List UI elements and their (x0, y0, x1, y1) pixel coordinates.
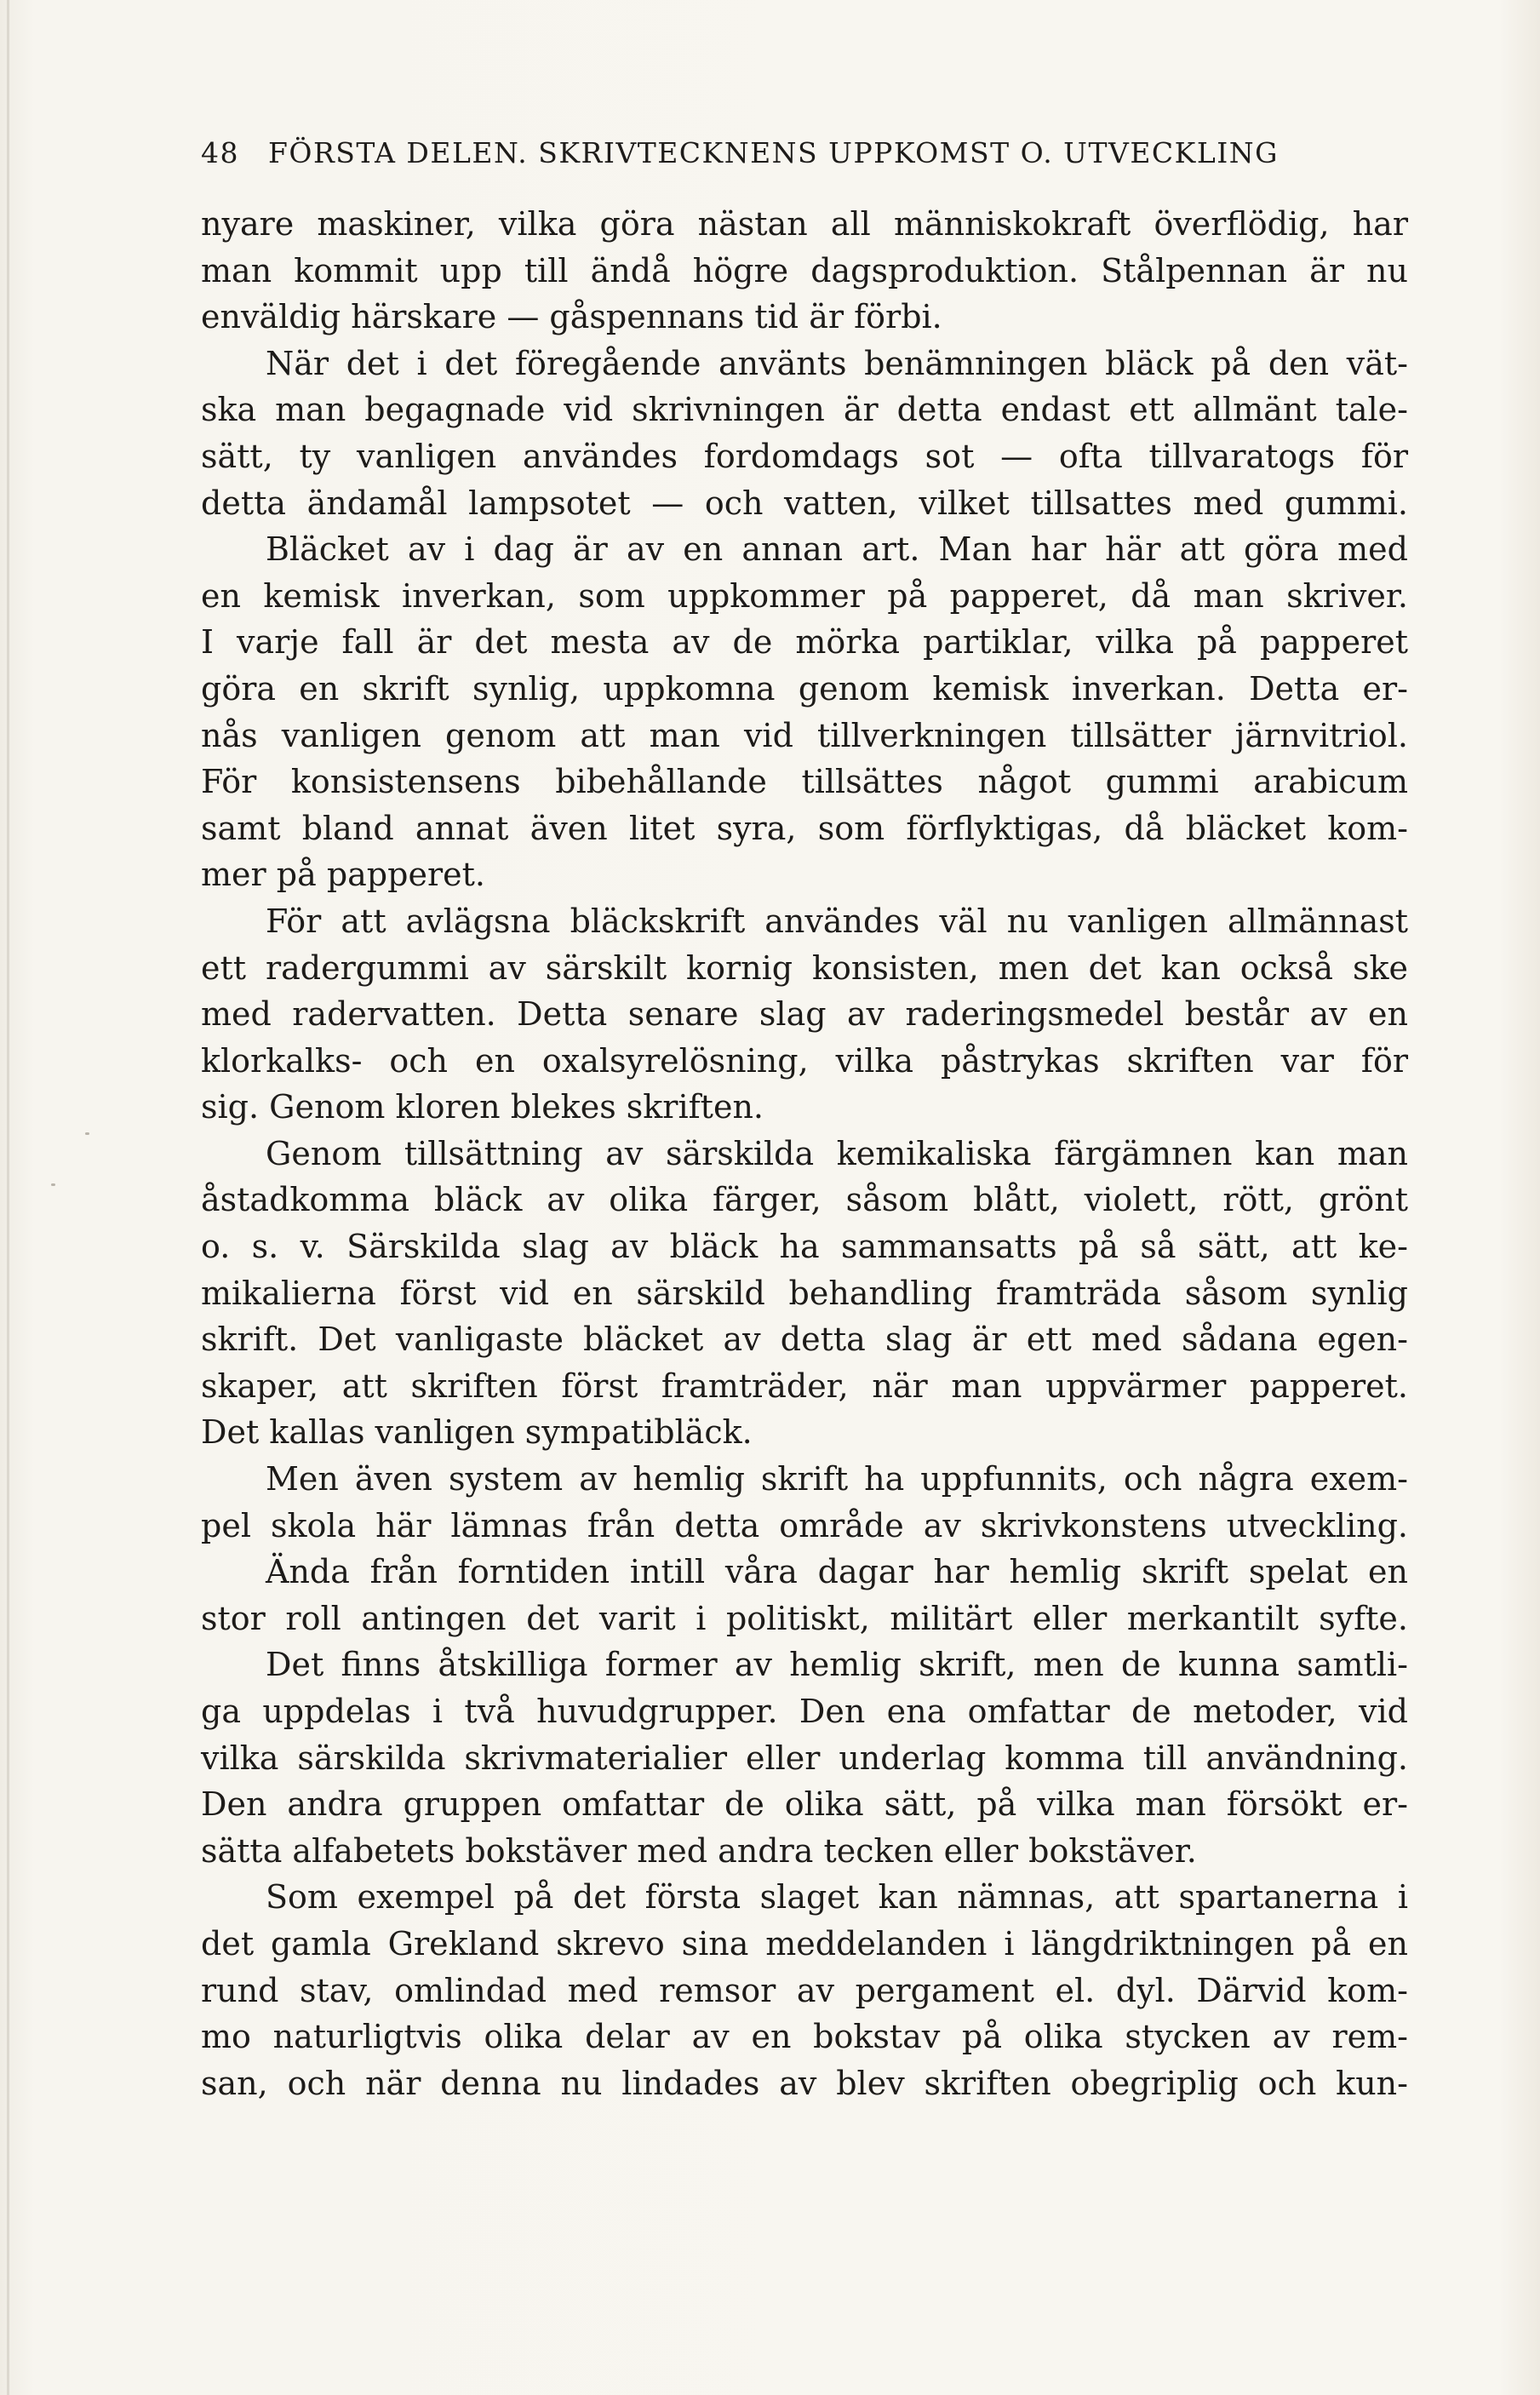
text-line: nyare maskiner, vilka göra nästan all människokraft överflödig, har (201, 205, 1408, 243)
text-line: När det i det föregående använts benämningen bläck på den vät- (266, 344, 1408, 382)
text-line: ga uppdelas i två huvudgrupper. Den ena omfattar de metoder, vid (201, 1693, 1408, 1730)
text-line: o. s. v. Särskilda slag av bläck ha sammansatts på så sätt, att ke- (201, 1228, 1408, 1266)
running-title: FÖRSTA DELEN. SKRIVTECKNENS UPPKOMST O. UTVECKLING (268, 136, 1280, 169)
text-line: åstadkomma bläck av olika färger, såsom blått, violett, rött, grönt (201, 1181, 1408, 1219)
text-line: klorkalks- och en oxalsyrelösning, vilka påstrykas skriften var för (201, 1041, 1408, 1080)
text-line: san, och när denna nu lindades av blev skriften obegriplig och kun- (201, 2064, 1408, 2102)
body-text (201, 201, 1408, 2106)
paper-speck (85, 1132, 89, 1135)
text-line: Men även system av hemlig skrift ha uppfunnits, och några exem- (266, 1460, 1408, 1498)
text-line: ska man begagnade vid skrivningen är detta endast ett allmänt tale- (201, 391, 1408, 429)
text-line: en kemisk inverkan, som uppkommer på papperet, då man skriver. (201, 576, 1408, 615)
text-line: nås vanligen genom att man vid tillverkningen tillsätter järnvitriol. (201, 716, 1408, 754)
text-line: sätta alfabetets bokstäver med andra tecken eller bokstäver. (201, 1831, 1197, 1870)
text-line: mikalierna först vid en särskild behandling framträda såsom synlig (201, 1274, 1408, 1312)
paper-speck (51, 1183, 55, 1186)
text-line: enväldig härskare — gåspennans tid är förbi. (201, 298, 942, 336)
text-line: man kommit upp till ändå högre dagsproduktion. Stålpennan är nu (201, 251, 1408, 289)
text-line: stor roll antingen det varit i politiskt, militärt eller merkantilt syfte. (201, 1599, 1408, 1637)
text-line: samt bland annat även litet syra, som förflyktigas, då bläcket kom- (201, 809, 1408, 847)
text-line: med radervatten. Detta senare slag av raderingsmedel består av en (201, 995, 1408, 1034)
text-line: Det kallas vanligen sympatibläck. (201, 1413, 753, 1452)
page-number: 48 (201, 136, 239, 169)
text-line: detta ändamål lampsotet — och vatten, vilket tillsattes med gummi. (201, 484, 1408, 522)
text-line: det gamla Grekland skrevo sina meddelanden i längdriktningen på en (201, 1924, 1408, 1962)
running-header (201, 136, 1393, 169)
text-line: skrift. Det vanligaste bläcket av detta slag är ett med sådana egen- (201, 1321, 1408, 1359)
text-line: I varje fall är det mesta av de mörka partiklar, vilka på papperet (201, 623, 1408, 662)
text-line: sätt, ty vanligen användes fordomdags sot — ofta tillvaratogs för (201, 437, 1408, 475)
text-line: Det finns åtskilliga former av hemlig skrift, men de kunna samtli- (266, 1646, 1408, 1684)
text-line: Genom tillsättning av särskilda kemikaliska färgämnen kan man (266, 1134, 1408, 1172)
text-line: mer på papperet. (201, 856, 485, 894)
text-line: För konsistensens bibehållande tillsättes något gummi arabicum (201, 763, 1408, 801)
text-line: skaper, att skriften först framträder, när man uppvärmer papperet. (201, 1367, 1408, 1405)
text-line: Som exempel på det första slaget kan nämnas, att spartanerna i (266, 1878, 1408, 1917)
text-line: Bläcket av i dag är av en annan art. Man har här att göra med (266, 530, 1408, 569)
text-line: pel skola här lämnas från detta område av skrivkonstens utveckling. (201, 1506, 1408, 1544)
text-line: vilka särskilda skrivmaterialier eller underlag komma till användning. (201, 1739, 1408, 1777)
text-line: göra en skrift synlig, uppkomna genom kemisk inverkan. Detta er- (201, 669, 1408, 708)
text-line: Ända från forntiden intill våra dagar har hemlig skrift spelat en (266, 1553, 1408, 1591)
text-line: ett radergummi av särskilt kornig konsisten, men det kan också ske (201, 948, 1408, 987)
text-line: För att avlägsna bläckskrift användes väl nu vanligen allmännast (266, 902, 1408, 940)
page-edge-shadow (7, 0, 9, 2395)
text-line: rund stav, omlindad med remsor av pergament el. dyl. Därvid kom- (201, 1971, 1408, 2009)
text-line: mo naturligtvis olika delar av en bokstav på olika stycken av rem- (201, 2018, 1408, 2056)
text-line: Den andra gruppen omfattar de olika sätt, på vilka man försökt er- (201, 1785, 1408, 1824)
text-line: sig. Genom kloren blekes skriften. (201, 1088, 764, 1126)
